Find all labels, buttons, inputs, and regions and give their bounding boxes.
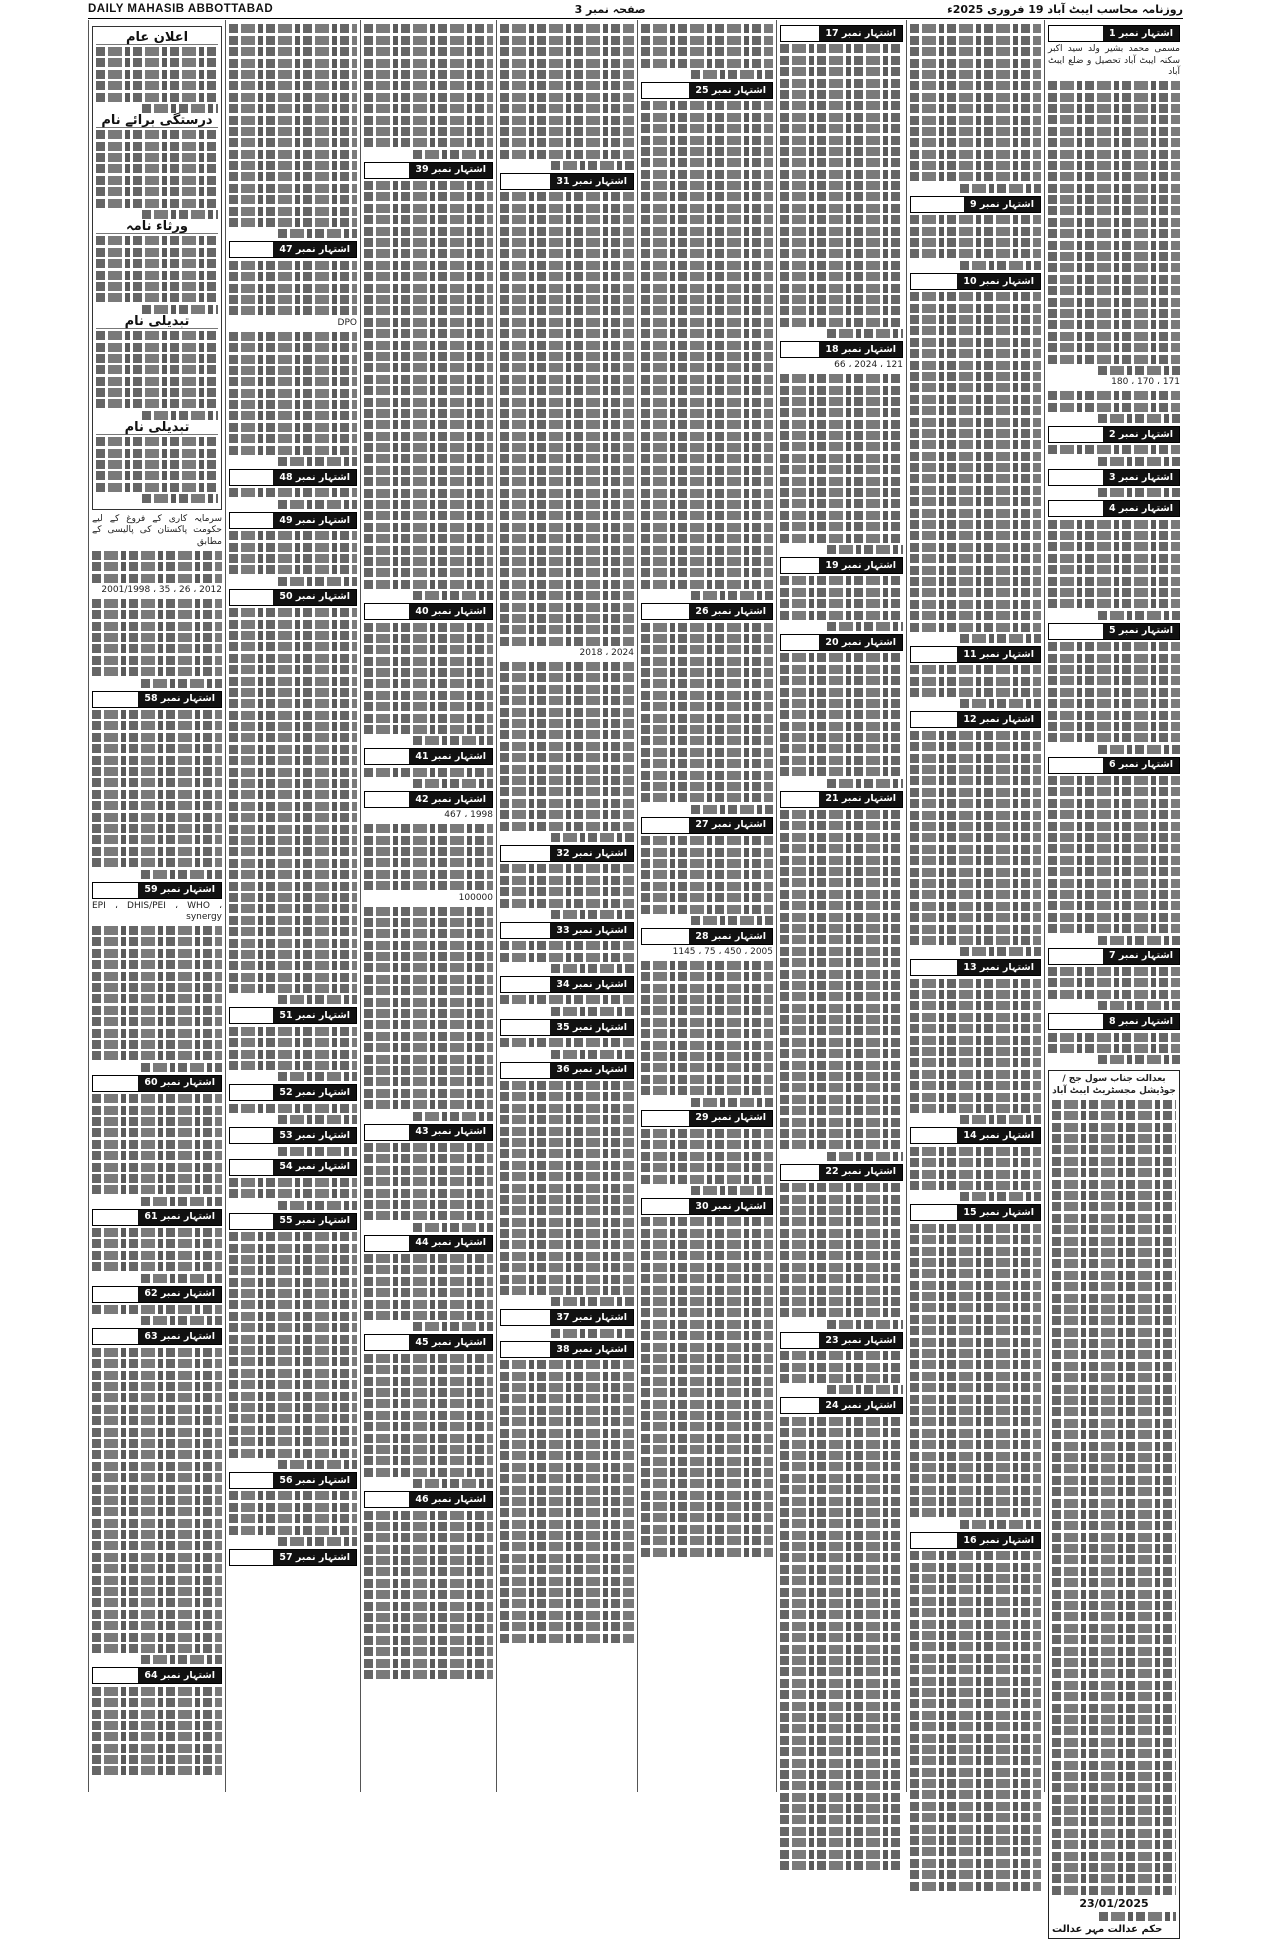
ad-label: اشتہار نمبر 12	[910, 711, 1041, 728]
ad-text: 2005 ، 450 ، 75 ، 1145	[672, 946, 773, 957]
ad-label: اشتہار نمبر 55	[229, 1213, 357, 1230]
ad-text: 171 ، 170 ، 180	[1111, 377, 1180, 388]
ad-label: اشتہار نمبر 41	[364, 748, 493, 765]
ad-label: اشتہار نمبر 14	[910, 1127, 1041, 1144]
column-7	[225, 20, 360, 1792]
ad-text: 2012 ، 26 ، 35 ، 2001/1998	[101, 584, 222, 595]
ad-label: اشتہار نمبر 56	[229, 1472, 357, 1489]
ad-label: اشتہار نمبر 22	[780, 1164, 903, 1181]
ad-label: اشتہار نمبر 3	[1048, 469, 1180, 486]
ad-label: اشتہار نمبر 4	[1048, 500, 1180, 517]
ad-label: اشتہار نمبر 37	[500, 1309, 634, 1326]
notice-title: ورثاء نامہ	[96, 221, 218, 234]
ad-label: اشتہار نمبر 36	[500, 1062, 634, 1079]
ad-label: اشتہار نمبر 29	[641, 1110, 773, 1127]
ad-label: اشتہار نمبر 34	[500, 976, 634, 993]
ad-label: اشتہار نمبر 62	[92, 1286, 222, 1303]
ad-label: اشتہار نمبر 28	[641, 928, 773, 945]
ad-label: اشتہار نمبر 20	[780, 634, 903, 651]
ad-text: 121 ، 2024 ، 66	[834, 360, 903, 371]
column-5	[496, 20, 637, 1792]
ad-label: اشتہار نمبر 51	[229, 1007, 357, 1024]
notice-title: اعلان عام	[96, 32, 218, 45]
ad-label: اشتہار نمبر 33	[500, 922, 634, 939]
ad-label: اشتہار نمبر 58	[92, 691, 222, 708]
court-heading: بعدالت جناب سول جج / جوڈیشل مجسٹریٹ ایبٹ آباد	[1052, 1074, 1176, 1096]
ad-label: اشتہار نمبر 49	[229, 512, 357, 529]
ad-label: اشتہار نمبر 46	[364, 1491, 493, 1508]
column-4	[637, 20, 776, 1792]
masthead	[88, 0, 1183, 19]
notice-title: تبدیلی نام	[96, 316, 218, 329]
ad-label: اشتہار نمبر 47	[229, 241, 357, 258]
ad-text: مسمی محمد بشیر ولد سید اکبر سکنہ ایبٹ آباد تحصیل و ضلع ایبٹ آباد	[1048, 44, 1180, 78]
ad-label: اشتہار نمبر 31	[500, 173, 634, 190]
court-date: 23/01/2025	[1079, 1896, 1149, 1910]
ad-label: اشتہار نمبر 27	[641, 817, 773, 834]
ad-label: اشتہار نمبر 38	[500, 1341, 634, 1358]
ad-label: اشتہار نمبر 6	[1048, 757, 1180, 774]
ad-label: اشتہار نمبر 40	[364, 603, 493, 620]
ad-label: اشتہار نمبر 57	[229, 1549, 357, 1566]
ad-text: DPO	[337, 317, 357, 328]
ad-label: اشتہار نمبر 54	[229, 1159, 357, 1176]
notice-title: تبدیلی نام	[96, 422, 218, 435]
notice-title: درستگی برائے نام	[96, 115, 218, 128]
ad-label: اشتہار نمبر 50	[229, 589, 357, 606]
ad-label: اشتہار نمبر 13	[910, 959, 1041, 976]
ad-label: اشتہار نمبر 59	[92, 882, 222, 899]
ad-label: اشتہار نمبر 17	[780, 25, 903, 42]
ad-label: اشتہار نمبر 35	[500, 1019, 634, 1036]
court-signature: حکم عدالت مہر عدالت	[1052, 1923, 1163, 1935]
column-8	[88, 20, 225, 1792]
page-number: صفحہ نمبر 3	[574, 2, 646, 16]
ad-label: اشتہار نمبر 43	[364, 1124, 493, 1141]
ad-label: اشتہار نمبر 8	[1048, 1013, 1180, 1030]
ad-label: اشتہار نمبر 18	[780, 341, 903, 358]
ad-label: اشتہار نمبر 15	[910, 1204, 1041, 1221]
ad-text: سرمایہ کاری کے فروغ کے لیے حکومت پاکستان کی پالیسی کے مطابق	[92, 513, 222, 547]
ad-label: اشتہار نمبر 26	[641, 603, 773, 620]
ad-label: اشتہار نمبر 63	[92, 1328, 222, 1345]
ad-label: اشتہار نمبر 11	[910, 646, 1041, 663]
ad-label: اشتہار نمبر 60	[92, 1075, 222, 1092]
ad-label: اشتہار نمبر 7	[1048, 948, 1180, 965]
ad-label: اشتہار نمبر 52	[229, 1084, 357, 1101]
column-2	[906, 20, 1044, 1792]
ad-label: اشتہار نمبر 10	[910, 273, 1041, 290]
dateline: روزنامہ محاسب ایبٹ آباد 19 فروری 2025ء	[947, 2, 1183, 16]
ad-text: EPI ، DHIS/PEI ، WHO ، synergy	[92, 900, 222, 923]
notice-box	[92, 26, 222, 510]
ad-label: اشتہار نمبر 64	[92, 1667, 222, 1684]
ad-label: اشتہار نمبر 1	[1048, 25, 1180, 42]
ad-label: اشتہار نمبر 9	[910, 196, 1041, 213]
ad-label: اشتہار نمبر 48	[229, 469, 357, 486]
paper-name: DAILY MAHASIB ABBOTTABAD	[88, 3, 274, 15]
ad-text: 2024 ، 2018	[579, 648, 634, 659]
ad-label: اشتہار نمبر 19	[780, 557, 903, 574]
column-1	[1044, 20, 1183, 1935]
ad-label: اشتہار نمبر 61	[92, 1209, 222, 1226]
ad-text: 1998 ، 467	[444, 810, 493, 821]
ad-label: اشتہار نمبر 39	[364, 162, 493, 179]
column-3	[776, 20, 906, 1792]
ad-label: اشتہار نمبر 45	[364, 1334, 493, 1351]
ad-label: اشتہار نمبر 21	[780, 791, 903, 808]
ad-label: اشتہار نمبر 2	[1048, 426, 1180, 443]
court-notice	[1048, 1070, 1180, 1939]
ad-label: اشتہار نمبر 44	[364, 1235, 493, 1252]
ad-label: اشتہار نمبر 24	[780, 1397, 903, 1414]
column-6	[360, 20, 496, 1792]
ad-label: اشتہار نمبر 23	[780, 1332, 903, 1349]
ad-text: 100000	[458, 892, 493, 903]
ad-label: اشتہار نمبر 25	[641, 82, 773, 99]
ad-label: اشتہار نمبر 42	[364, 791, 493, 808]
ad-label: اشتہار نمبر 53	[229, 1127, 357, 1144]
ad-label: اشتہار نمبر 16	[910, 1532, 1041, 1549]
ad-label: اشتہار نمبر 5	[1048, 623, 1180, 640]
ad-label: اشتہار نمبر 30	[641, 1198, 773, 1215]
ad-label: اشتہار نمبر 32	[500, 845, 634, 862]
